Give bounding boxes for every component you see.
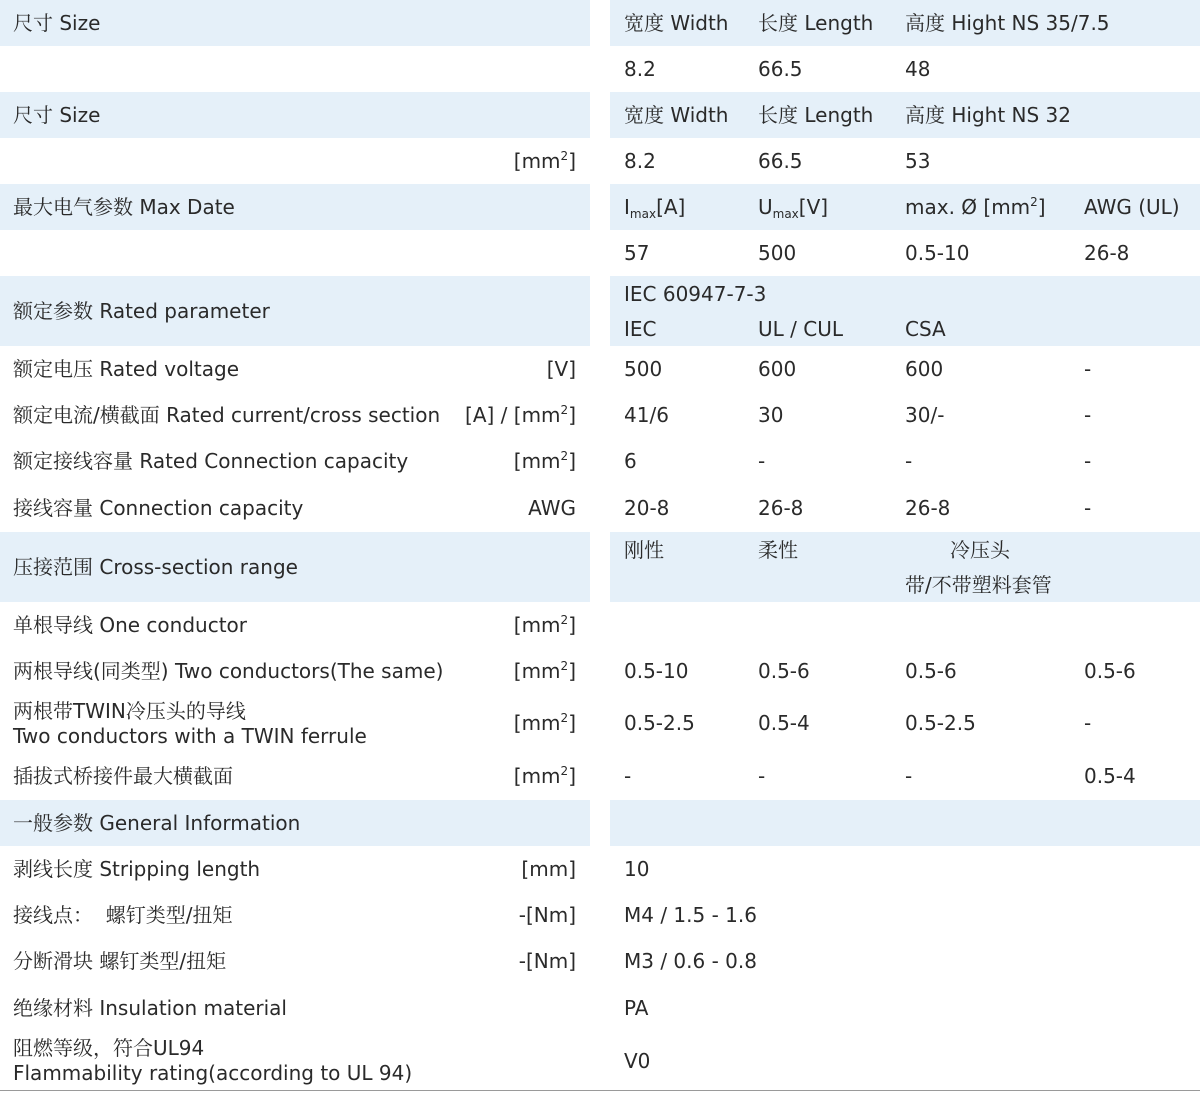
imax-value: 57 xyxy=(624,241,650,265)
ul-cul-header: UL / CUL xyxy=(758,317,843,341)
two-conductors-row xyxy=(0,648,1200,694)
size-values-row-2 xyxy=(0,138,1200,184)
disconnect-slider-value: M3 / 0.6 - 0.8 xyxy=(624,949,757,973)
width-value: 8.2 xyxy=(624,57,656,81)
unit-mm2: $[mm^2]$ xyxy=(513,659,576,683)
size-label: 尺寸 Size xyxy=(13,103,101,127)
two-conductors-label: 两根导线(同类型) Two conductors(The same) xyxy=(13,659,444,683)
ul-value: 26-8 xyxy=(758,496,804,520)
umax-value: 500 xyxy=(758,241,797,265)
rigid-value: 0.5-2.5 xyxy=(624,711,695,735)
flexible-value: 0.5-4 xyxy=(758,711,810,735)
unit-mm2: $[mm^2]$ xyxy=(513,449,576,473)
cross-section-label: 压接范围 Cross-section range xyxy=(13,555,298,579)
csa-value: 30/- xyxy=(905,403,945,427)
rigid-value: 0.5-10 xyxy=(624,659,689,683)
width-header: 宽度 Width xyxy=(624,103,729,127)
flexible-value: - xyxy=(758,764,766,788)
rigid-header: 刚性 xyxy=(624,538,664,562)
twin-ferrule-label-cn: 两根带TWIN冷压头的导线 xyxy=(13,699,246,723)
rated-connection-label: 额定接线容量 Rated Connection capacity xyxy=(13,449,409,473)
ferrule-value: 0.5-6 xyxy=(905,659,957,683)
connection-screw-value: M4 / 1.5 - 1.6 xyxy=(624,903,757,927)
height-value: 53 xyxy=(905,149,931,173)
connection-capacity-row xyxy=(0,484,1200,532)
length-header: 长度 Length xyxy=(758,11,874,35)
unit-awg: AWG xyxy=(528,496,576,520)
unit-mm2: $[mm^2]$ xyxy=(513,613,576,637)
length-header: 长度 Length xyxy=(758,103,874,127)
size-header-row xyxy=(0,0,1200,46)
unit-nm: -[Nm] xyxy=(518,903,576,927)
rated-current-label: 额定电流/横截面 Rated current/cross section xyxy=(13,403,441,427)
rated-parameter-label: 额定参数 Rated parameter xyxy=(13,299,270,323)
twin-ferrule-label-en: Two conductors with a TWIN ferrule xyxy=(13,724,367,748)
max-data-header-row xyxy=(0,184,1200,230)
iec-value: 41/6 xyxy=(624,403,669,427)
cross-section-header-row xyxy=(0,532,1200,602)
flammability-label-en: Flammability rating(according to UL 94) xyxy=(13,1061,413,1085)
bridge-label: 插拔式桥接件最大横截面 xyxy=(13,764,233,788)
flammability-value: V0 xyxy=(624,1049,651,1073)
unit-mm: [mm] xyxy=(521,857,576,881)
table-bottom-border xyxy=(0,1090,1200,1091)
iec-value: 500 xyxy=(624,357,663,381)
max-data-label: 最大电气参数 Max Date xyxy=(13,195,235,219)
disconnect-slider-row xyxy=(0,938,1200,984)
flammability-label-cn: 阻燃等级，符合UL94 xyxy=(13,1036,205,1060)
rated-voltage-label: 额定电压 Rated voltage xyxy=(13,357,239,381)
height-header: 高度 Hight NS 35/7.5 xyxy=(905,11,1110,35)
col4-value: - xyxy=(1084,403,1092,427)
ferrule-sleeve-header: 带/不带塑料套管 xyxy=(905,573,1052,597)
ul-value: - xyxy=(758,449,766,473)
width-value: 8.2 xyxy=(624,149,656,173)
rated-current-row xyxy=(0,392,1200,438)
disconnect-slider-label: 分断滑块 螺钉类型/扭矩 xyxy=(13,949,227,973)
iec-header: IEC xyxy=(624,317,657,341)
ferrule-header: 冷压头 xyxy=(950,538,1010,562)
one-conductor-row xyxy=(0,602,1200,648)
connection-capacity-label: 接线容量 Connection capacity xyxy=(13,496,304,520)
unit-mm2: $[mm^2]$ xyxy=(513,711,576,735)
csa-value: - xyxy=(905,449,913,473)
col4-value: 0.5-6 xyxy=(1084,659,1136,683)
csa-header: CSA xyxy=(905,317,946,341)
max-diameter-header: max. Ø $[mm^2]$ xyxy=(905,195,1046,219)
iec-value: 20-8 xyxy=(624,496,670,520)
ferrule-value: - xyxy=(905,764,913,788)
bridge-row xyxy=(0,754,1200,800)
umax-header: $U_{max}[V]$ xyxy=(758,195,829,221)
max-data-values-row xyxy=(0,230,1200,276)
height-value: 48 xyxy=(905,57,931,81)
iec-value: 6 xyxy=(624,449,637,473)
unit-nm: -[Nm] xyxy=(518,949,576,973)
unit-mm2: $[mm^2]$ xyxy=(513,149,576,173)
rated-connection-row xyxy=(0,438,1200,484)
imax-header: $I_{max}[A]$ xyxy=(624,195,686,221)
ul-value: 30 xyxy=(758,403,784,427)
awg-value: 26-8 xyxy=(1084,241,1130,265)
size-label: 尺寸 Size xyxy=(13,11,101,35)
rated-voltage-row xyxy=(0,346,1200,392)
general-info-header-row xyxy=(0,800,1200,846)
unit-v: [V] xyxy=(546,357,576,381)
insulation-material-value: PA xyxy=(624,996,649,1020)
size-header-row-2 xyxy=(0,92,1200,138)
col4-value: - xyxy=(1084,711,1092,735)
ferrule-value: 0.5-2.5 xyxy=(905,711,976,735)
one-conductor-label: 单根导线 One conductor xyxy=(13,613,248,637)
rated-parameter-header-row xyxy=(0,276,1200,346)
general-info-label: 一般参数 General Information xyxy=(13,811,301,835)
length-value: 66.5 xyxy=(758,57,803,81)
unit-a-mm2: $[A] / [mm^2]$ xyxy=(465,403,576,427)
awg-header: AWG (UL) xyxy=(1084,195,1180,219)
stripping-length-row xyxy=(0,846,1200,892)
col4-value: - xyxy=(1084,357,1092,381)
col4-value: - xyxy=(1084,449,1092,473)
csa-value: 600 xyxy=(905,357,944,381)
stripping-length-value: 10 xyxy=(624,857,650,881)
col4-value: - xyxy=(1084,496,1092,520)
insulation-material-row xyxy=(0,984,1200,1032)
flammability-row xyxy=(0,1032,1200,1090)
connection-screw-label: 接线点： 螺钉类型/扭矩 xyxy=(13,903,233,927)
length-value: 66.5 xyxy=(758,149,803,173)
unit-mm2: $[mm^2]$ xyxy=(513,764,576,788)
width-header: 宽度 Width xyxy=(624,11,729,35)
standard-label: IEC 60947-7-3 xyxy=(624,282,767,306)
insulation-material-label: 绝缘材料 Insulation material xyxy=(13,996,287,1020)
size-values-row xyxy=(0,46,1200,92)
stripping-length-label: 剥线长度 Stripping length xyxy=(13,857,261,881)
col4-value: 0.5-4 xyxy=(1084,764,1136,788)
rigid-value: - xyxy=(624,764,632,788)
height-header: 高度 Hight NS 32 xyxy=(905,103,1071,127)
flexible-header: 柔性 xyxy=(758,538,798,562)
max-diameter-value: 0.5-10 xyxy=(905,241,970,265)
csa-value: 26-8 xyxy=(905,496,951,520)
connection-screw-row xyxy=(0,892,1200,938)
twin-ferrule-row xyxy=(0,694,1200,754)
flexible-value: 0.5-6 xyxy=(758,659,810,683)
ul-value: 600 xyxy=(758,357,797,381)
